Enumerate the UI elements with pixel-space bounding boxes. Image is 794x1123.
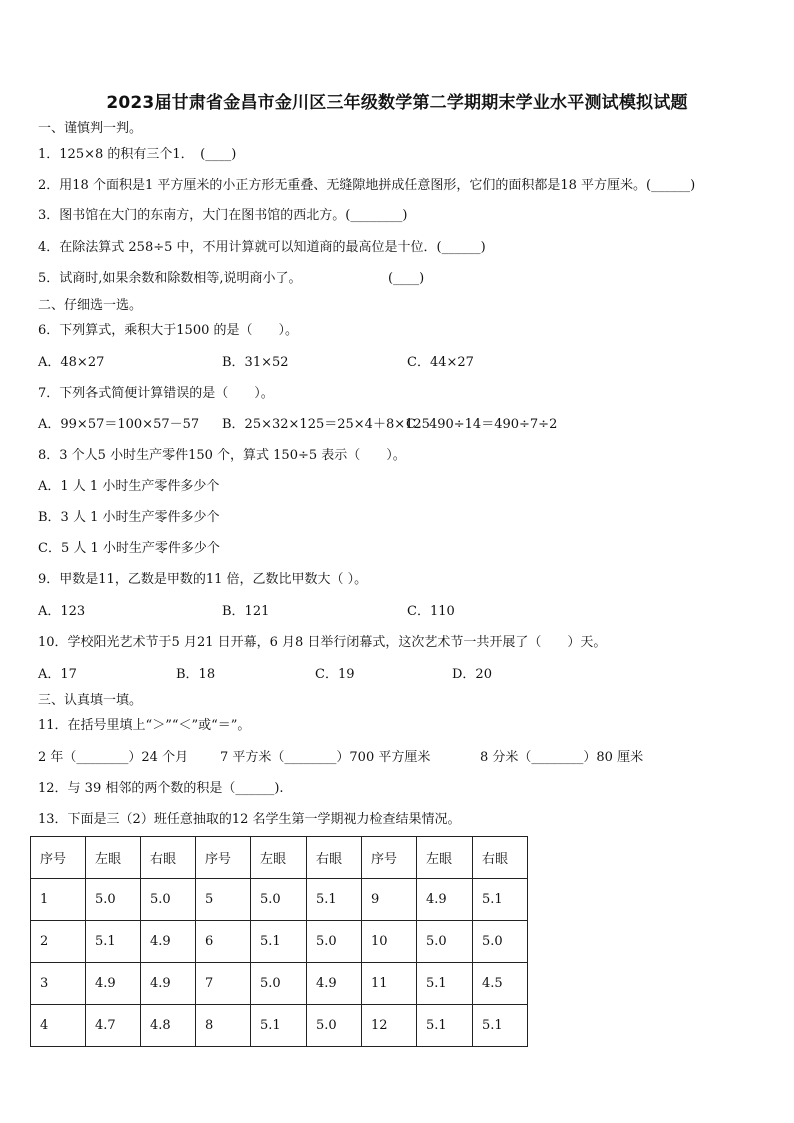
question-11-item-1: 2 年（________）24 个月 [38,750,189,765]
table-cell: 1 [31,879,86,921]
table-cell: 4 [31,1005,86,1047]
table-cell: 5.1 [473,1005,528,1047]
table-cell: 5 [196,879,251,921]
table-row [31,921,528,963]
table-cell: 5.1 [307,879,362,921]
table-cell: 5.0 [307,1005,362,1047]
table-cell: 4.9 [307,963,362,1005]
table-cell: 11 [362,963,417,1005]
table-cell: 4.9 [141,921,196,963]
question-11-item-2: 7 平方米（________）700 平方厘米 [220,750,431,765]
table-cell: 6 [196,921,251,963]
header-cell: 左眼 [251,837,307,879]
question-5: 5．试商时,如果余数和除数相等,说明商小了。 [38,271,302,286]
question-9: 9．甲数是11，乙数是甲数的11 倍，乙数比甲数大（ ）。 [38,572,368,587]
question-4: 4．在除法算式 258÷5 中，不用计算就可以知道商的最高位是十位．(______) [38,240,486,255]
table-header-row [31,837,528,879]
header-cell: 左眼 [86,837,141,879]
question-7-option-a: A．99×57＝100×57－57 [38,417,200,432]
question-6-option-b: B．31×52 [222,355,289,370]
table-row [31,879,528,921]
page-title: 2023届甘肃省金昌市金川区三年级数学第二学期期末学业水平测试模拟试题 [106,93,688,113]
table-cell: 5.1 [86,921,141,963]
question-10-option-a: A．17 [38,667,77,682]
table-row [31,1005,528,1047]
table-cell: 5.1 [473,879,528,921]
question-1: 1．125×8 的积有三个1． (____) [38,147,237,162]
table-cell: 12 [362,1005,417,1047]
table-row [31,963,528,1005]
question-8-option-a: A．1 人 1 小时生产零件多少个 [38,479,220,494]
table-cell: 2 [31,921,86,963]
table-cell: 4.9 [141,963,196,1005]
table-cell: 4.8 [141,1005,196,1047]
question-13: 13．下面是三（2）班任意抽取的12 名学生第一学期视力检查结果情况。 [38,812,461,827]
table-cell: 10 [362,921,417,963]
question-9-option-a: A．123 [38,604,86,619]
table-cell: 7 [196,963,251,1005]
table-cell: 5.0 [417,921,473,963]
table-cell: 4.9 [417,879,473,921]
header-cell: 序号 [31,837,86,879]
table-cell: 5.1 [251,1005,307,1047]
question-10-option-d: D．20 [452,667,492,682]
question-2: 2．用18 个面积是1 平方厘米的小正方形无重叠、无缝隙地拼成任意图形，它们的面积都是18 平方厘米。(______) [38,178,696,193]
table-cell: 4.5 [473,963,528,1005]
table-cell: 5.0 [473,921,528,963]
question-5-blank: (____) [388,271,425,286]
table-cell: 5.0 [251,963,307,1005]
table-cell: 4.9 [86,963,141,1005]
question-6: 6．下列算式，乘积大于1500 的是（ ）。 [38,323,298,338]
question-9-option-b: B．121 [222,604,270,619]
question-7-option-c: C．490÷14＝490÷7÷2 [406,417,558,432]
section-heading-judge: 一、谨慎判一判。 [38,121,143,136]
table-cell: 5.0 [307,921,362,963]
table-cell: 5.0 [141,879,196,921]
question-12: 12．与 39 相邻的两个数的积是（______). [38,781,284,796]
table-cell: 4.7 [86,1005,141,1047]
table-cell: 5.1 [417,963,473,1005]
question-3: 3．图书馆在大门的东南方，大门在图书馆的西北方。(________) [38,208,408,223]
header-cell: 右眼 [473,837,528,879]
question-8-option-c: C．5 人 1 小时生产零件多少个 [38,541,220,556]
section-heading-fill: 三、认真填一填。 [38,693,143,708]
table-cell: 5.1 [417,1005,473,1047]
question-11-item-3: 8 分米（________）80 厘米 [480,750,644,765]
question-6-option-c: C．44×27 [407,355,474,370]
question-10: 10．学校阳光艺术节于5 月21 日开幕，6 月8 日举行闭幕式，这次艺术节一共开展了（ ）天。 [38,635,607,650]
question-8-option-b: B．3 人 1 小时生产零件多少个 [38,510,220,525]
question-7-option-b: B．25×32×125＝25×4＋8×125 [222,417,430,432]
header-cell: 左眼 [417,837,473,879]
table-cell: 8 [196,1005,251,1047]
section-heading-choose: 二、仔细选一选。 [38,298,143,313]
table-cell: 5.1 [251,921,307,963]
question-9-option-c: C．110 [407,604,455,619]
header-cell: 序号 [362,837,417,879]
header-cell: 右眼 [141,837,196,879]
header-cell: 序号 [196,837,251,879]
header-cell: 右眼 [307,837,362,879]
question-8: 8．3 个人5 小时生产零件150 个，算式 150÷5 表示（ ）。 [38,448,406,463]
question-10-option-c: C．19 [315,667,355,682]
table-cell: 5.0 [251,879,307,921]
question-11: 11．在括号里填上“＞”“＜”或“＝”。 [38,718,251,733]
vision-results-table [30,836,528,1047]
table-cell: 5.0 [86,879,141,921]
table-cell: 3 [31,963,86,1005]
question-7: 7．下列各式简便计算错误的是（ ）。 [38,386,274,401]
question-6-option-a: A．48×27 [38,355,105,370]
table-cell: 9 [362,879,417,921]
question-10-option-b: B．18 [176,667,216,682]
